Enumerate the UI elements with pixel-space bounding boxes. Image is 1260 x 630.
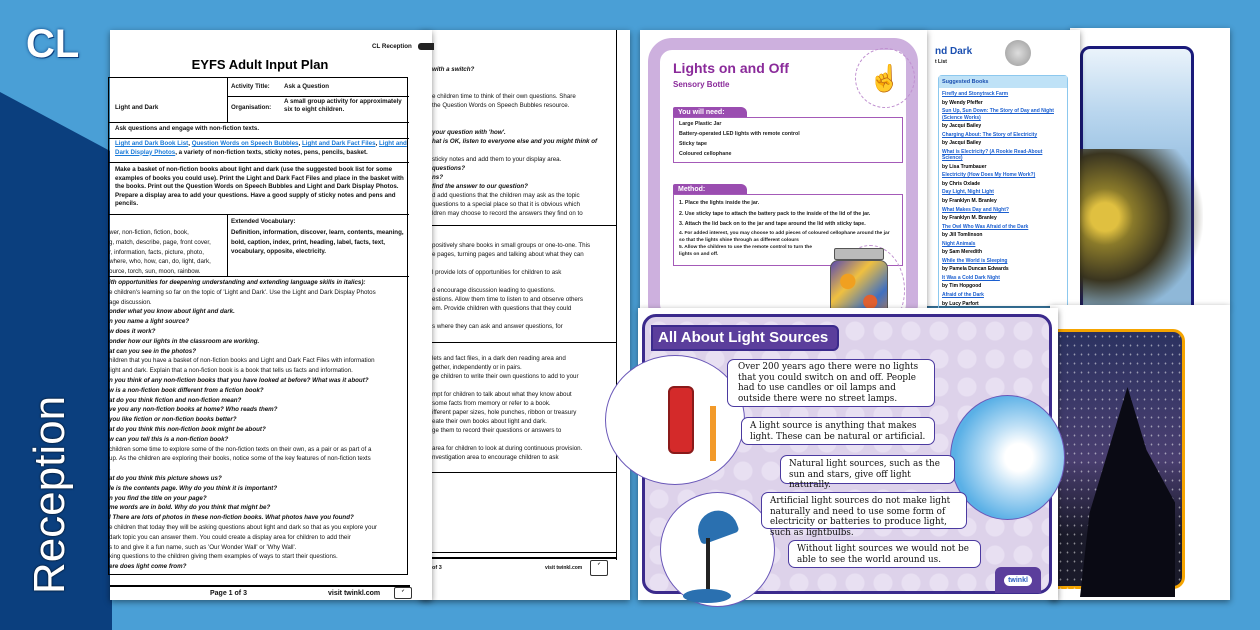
moon-icon	[1005, 40, 1031, 66]
poster-page	[638, 308, 1058, 600]
divider	[432, 225, 617, 226]
text-line: ldren may choose to record the answers they find on to	[432, 210, 583, 217]
book-title[interactable]: Afraid of the Dark	[942, 292, 984, 299]
text-line: onder what you know about light and dark.	[109, 308, 235, 316]
twinkl-badge-icon: ✔	[590, 560, 608, 576]
text-line: where, who, how, can, do, light, dark,	[109, 258, 211, 266]
preparation: Make a basket of non-fiction books about light and dark (use the suggested book list for some examples of books you could use). Print the Light and Dark Fact Files and place in the basket with the books. Print out the Question Words on Speech Bubbles and Light and Dark Display Photos. Prepare a display area to add your questions. Have a good supply of sticky notes and pens and pencils.	[115, 166, 404, 208]
resource-link[interactable]: Light and Dark Display Photos	[115, 140, 407, 156]
text-line	[432, 381, 582, 390]
text-line: with a switch?	[432, 66, 475, 73]
organisation: A small group activity for approximately six to eight children.	[284, 98, 402, 113]
text-line: ere does light come from?	[109, 563, 187, 571]
text-line: area for children to look at during continuous provision.	[432, 445, 583, 452]
vocabulary	[109, 228, 211, 277]
divider	[432, 552, 617, 553]
book-title[interactable]: The Owl Who Was Afraid of the Dark	[942, 223, 1029, 230]
organisation-label: Organisation:	[231, 104, 272, 111]
extended-vocab-label: Extended Vocabulary:	[231, 218, 296, 225]
twinkl-badge-icon: ✔	[394, 587, 412, 599]
book-author: by Lisa Trumbauer	[942, 163, 987, 170]
book-author: by Wendy Pfeffer	[942, 99, 983, 106]
stage-label: Reception	[25, 395, 74, 595]
twinkl-logo	[995, 567, 1041, 593]
text-line	[432, 277, 590, 286]
extended-vocab: Definition, information, discover, learn, contents, meaning, bold, caption, index, print, heading, label, facts, text, vocabulary, opposite, electricity.	[231, 229, 404, 255]
topic: Light and Dark	[115, 104, 159, 111]
text-line: me words are in bold. Why do you think that might be?	[109, 504, 271, 512]
plan-page-2-section-1	[432, 65, 597, 218]
resource-link[interactable]: Light and Dark Book List	[115, 140, 189, 147]
jar-lid-icon	[834, 248, 884, 260]
text-line: at can you see in the photos?	[109, 347, 196, 355]
oil-lantern-icon	[668, 386, 694, 454]
text-line: questions?	[432, 165, 466, 172]
text-line: n you name a light source?	[109, 318, 190, 326]
text-line: ith opportunities for deepening understanding and extending language skills in italics):	[109, 279, 366, 286]
poster-title: All About Light Sources	[651, 325, 839, 351]
footer-site[interactable]: visit twinkl.com	[328, 590, 381, 597]
text-line: wer, non-fiction, fiction, book,	[109, 229, 189, 236]
book-title[interactable]: Charging About: The Story of Electricity	[942, 131, 1038, 138]
footer-site: visit twinkl.com	[545, 565, 583, 571]
book-author: by Pamela Duncan Edwards	[942, 266, 1009, 273]
plan-page-2	[420, 30, 630, 600]
text-line: d add questions that the children may ask as the topic	[432, 192, 580, 199]
desk-lamp-icon	[692, 505, 739, 545]
candle-icon	[710, 406, 716, 461]
page-title: EYFS Adult Input Plan	[191, 57, 329, 72]
need-item: Sticky tape	[679, 141, 707, 147]
text-line: e children that today they will be asking questions about light and dark so that as you explore your	[109, 523, 377, 531]
divider	[432, 342, 617, 343]
plan-table	[108, 77, 408, 575]
text-line: children some time to explore some of the non-fiction texts on their own, as a pair or as part of a	[109, 445, 372, 453]
text-line: gether, independently or in pairs.	[432, 364, 522, 371]
text-line: sticky notes and add them to your display area.	[432, 156, 562, 163]
need-item: Battery-operated LED lights with remote control	[679, 131, 800, 137]
fact-bubble: A light source is anything that makes light. These can be natural or artificial.	[741, 417, 935, 445]
method-step: 5. Allow the children to use the remote control to turn the	[679, 244, 812, 250]
text-line: dark topic you can answer them. You could create a display area for children to add their	[109, 533, 351, 541]
night-sky-photo	[1050, 329, 1185, 589]
activity-title-label: Activity Title:	[231, 83, 270, 90]
fact-bubble: Artificial light sources do not make light naturally and need to use some form of electricity or batteries to produce light, such as lightbulbs.	[761, 492, 967, 529]
book-title[interactable]: Electricity (How Does My Home Work?)	[942, 172, 1036, 179]
book-list-title: nd Dark	[935, 46, 973, 57]
book-title[interactable]: Firefly and Stonytrack Farm	[942, 91, 1009, 97]
fact-bubble: Without light sources we would not be able to see the world around us.	[788, 540, 981, 568]
text-line: g, match, describe, page, front cover,	[109, 238, 211, 246]
needs-list	[673, 117, 903, 163]
tab-marker	[418, 43, 434, 50]
card-title: Lights on and Off	[673, 60, 789, 76]
text-line	[432, 83, 597, 92]
text-line: light and dark. Explain that a non-fiction book is a book that tells us facts and information.	[109, 367, 353, 375]
text-line: mpt for children to talk about what they know about	[432, 391, 572, 398]
text-line: king questions to the children giving them examples of ways to start their questions.	[109, 553, 338, 561]
text-line: w can you tell this is a non-fiction book?	[109, 435, 229, 443]
text-line: find the answer to our question?	[432, 183, 528, 190]
book-title[interactable]: Day Light, Night Light	[942, 189, 994, 196]
text-line: ifferent paper sizes, hole punches, ribbon or treasury	[432, 409, 577, 416]
text-line: l provide lots of opportunities for children to ask	[432, 269, 562, 276]
book-author: by Jill Tomlinson	[942, 232, 983, 239]
text-line	[432, 313, 590, 322]
objective: Ask questions and engage with non-fiction texts.	[115, 125, 260, 132]
text-line: n you think of any non-fiction books that you have looked at before? What was it about?	[109, 376, 369, 384]
text-line: nvestigation area to encourage children to ask	[432, 454, 559, 461]
text-line	[432, 74, 597, 83]
book-author: by Franklyn M. Branley	[942, 197, 997, 204]
sensory-card-page	[640, 30, 927, 310]
suggested-books-box	[938, 75, 1068, 315]
method-step: 2. Use sticky tape to attach the battery pack to the inside of the lid of the jar.	[679, 210, 871, 217]
method-step: 1. Place the lights inside the jar.	[679, 200, 760, 206]
plan-page-2-section-3	[432, 354, 582, 462]
text-line: hildren that you have a basket of non-fiction books and Light and Dark Fact Files with information	[109, 357, 375, 365]
sky-circle	[950, 395, 1065, 520]
text-line: some facts from memory or refer to a book.	[432, 400, 551, 407]
text-line: w does it work?	[109, 327, 156, 335]
fact-bubble: Natural light sources, such as the sun and stars, give off light naturally.	[780, 455, 955, 484]
book-list	[939, 88, 1067, 319]
resource-link[interactable]: Question Words on Speech Bubbles	[191, 140, 299, 147]
text-line: d encourage discussion leading to questions.	[432, 287, 556, 294]
text-line: n you find the title on your page?	[109, 494, 207, 502]
text-line: your question with 'how'.	[432, 129, 506, 136]
book-title[interactable]: What is Electricity? (A Rookie Read-About Science)	[942, 148, 1043, 162]
divider	[432, 472, 617, 473]
need-item: Coloured cellophane	[679, 151, 732, 157]
text-line: l There are lots of photos in these non-fiction books. What photos have you found?	[109, 514, 354, 522]
footer-page: Page 1 of 3	[210, 590, 247, 597]
text-line: at do you think this non-fiction book might be about?	[109, 425, 266, 433]
text-line: ge children to write their own questions to add to your	[432, 373, 579, 380]
text-line: ns?	[432, 174, 444, 181]
text-line: questions to a special place so that it is obvious which	[432, 201, 580, 208]
text-line: s where they can ask and answer questions, for	[432, 323, 563, 330]
book-title[interactable]: Night Animals	[942, 240, 976, 247]
method-step: 3. Attach the lid back on to the jar and tape around the lid with sticky tape.	[679, 221, 866, 227]
footer-page: of 3	[432, 565, 442, 571]
text-line: e pages, turning pages and talking about what they can	[432, 251, 584, 258]
resource-link[interactable]: Light and Dark Fact Files	[301, 140, 376, 147]
lamp-circle	[660, 492, 775, 607]
text-line: lets and fact files, in a dark den reading area and	[432, 355, 566, 362]
method-label: Method:	[673, 184, 747, 195]
book-list-subtitle: t List	[935, 59, 947, 65]
text-line: at do you think this picture shows us?	[109, 474, 222, 482]
text-line: ve you any non-fiction books at home? Who reads them?	[109, 406, 278, 414]
resources: Light and Dark Book List, Question Words on Speech Bubbles, Light and Dark Fact Files, Light and Dark Display Photos, a variety of non-fiction texts, sticky notes, pens, pencils, basket.	[115, 140, 407, 156]
book-author: by Tim Hopgood	[942, 283, 982, 290]
book-author: by Jacqui Bailey	[942, 123, 982, 130]
lantern-circle	[605, 355, 745, 485]
book-author: by Sam Meredith	[942, 249, 983, 256]
card-subtitle: Sensory Bottle	[673, 80, 730, 89]
text-line: le is the contents page. Why do you think it is important?	[109, 484, 278, 492]
needs-label: You will need:	[673, 107, 747, 118]
fact-bubble: Over 200 years ago there were no lights that you could switch on and off. People had to use candles or oil lamps and outside there were no street lamps.	[727, 359, 935, 407]
text-line: hat is OK, listen to everyone else and you might think of	[432, 138, 598, 145]
plan-page-1	[110, 30, 432, 600]
text-line	[432, 146, 597, 155]
need-item: Large Plastic Jar	[679, 121, 722, 127]
text-line: e children's learning so far on the topic of 'Light and Dark'. Use the Light and Dark Display Photos	[109, 288, 376, 296]
text-line: estions. Allow them time to listen to and observe others	[432, 296, 583, 303]
method-step: 4. For added interest, you may choose to add pieces of coloured cellophane around the jar	[679, 230, 890, 236]
hand-pointing-icon: ☝	[855, 48, 915, 108]
text-line: positively share books in small groups or one-to-one. This	[432, 242, 591, 249]
text-line: e children time to think of their own questions. Share	[432, 93, 576, 100]
sun-tree-photo	[1080, 46, 1194, 308]
book-author: by Lucy Parfort	[942, 300, 979, 307]
activity-steps	[109, 278, 377, 572]
method-step: so that the lights shine through as different colours	[679, 237, 799, 243]
suggested-books-header: Suggested Books	[939, 76, 1067, 88]
book-title[interactable]: What Makes Day and Night?	[942, 206, 1009, 213]
text-line	[432, 259, 590, 268]
text-line: r, information, facts, picture, photo,	[109, 248, 204, 256]
poster	[642, 314, 1052, 594]
method-step: lights on and off.	[679, 251, 719, 257]
plan-page-2-section-2	[432, 241, 590, 331]
book-title[interactable]: While the World is Sleeping	[942, 257, 1008, 264]
text-line: the Question Words on Speech Bubbles resource.	[432, 102, 570, 109]
tree-blossom	[1063, 149, 1203, 319]
header-tag: CL Reception	[372, 43, 412, 50]
text-line	[432, 119, 597, 128]
book-author: by Franklyn M. Branley	[942, 215, 997, 222]
book-title[interactable]: It Was a Cold Dark Night	[942, 274, 1000, 281]
subject-label: CL	[26, 22, 80, 66]
text-line	[432, 110, 597, 119]
activity-title: Ask a Question	[284, 83, 330, 90]
text-line: onder how our lights in the classroom are working.	[109, 337, 260, 345]
photo-page-night	[1050, 305, 1230, 600]
text-line: ource, torch, sun, moon, rainbow.	[109, 268, 201, 276]
text-line: you like fiction or non-fiction books better?	[109, 416, 237, 424]
text-line: em. Provide children with questions that they could	[432, 305, 572, 312]
text-line: .	[109, 465, 111, 473]
book-author: by Chris Oxlade	[942, 180, 981, 187]
photo-page-sun	[1070, 28, 1230, 306]
text-line: w is a non-fiction book different from a fiction book?	[109, 386, 264, 394]
twinkl-logo-text: twinkl	[1004, 575, 1032, 586]
text-line: ge them to record their questions or answers to	[432, 427, 562, 434]
book-author: by Jacqui Bailey	[942, 140, 982, 147]
text-line: eate their own books about light and dark.	[432, 418, 547, 425]
text-line: s to and give it a fun name, such as 'Our Wonder Wall' or 'Why Wall'.	[109, 543, 297, 551]
text-line: age discussion.	[109, 298, 152, 306]
book-title[interactable]: Sun Up, Sun Down: The Story of Day and Night (Science Works)	[942, 108, 1054, 121]
text-line: up. As the children are exploring their books, notice some of the key features of non-fiction texts	[109, 455, 371, 463]
text-line: at do you think fiction and non-fiction mean?	[109, 396, 242, 404]
text-line	[432, 435, 582, 444]
